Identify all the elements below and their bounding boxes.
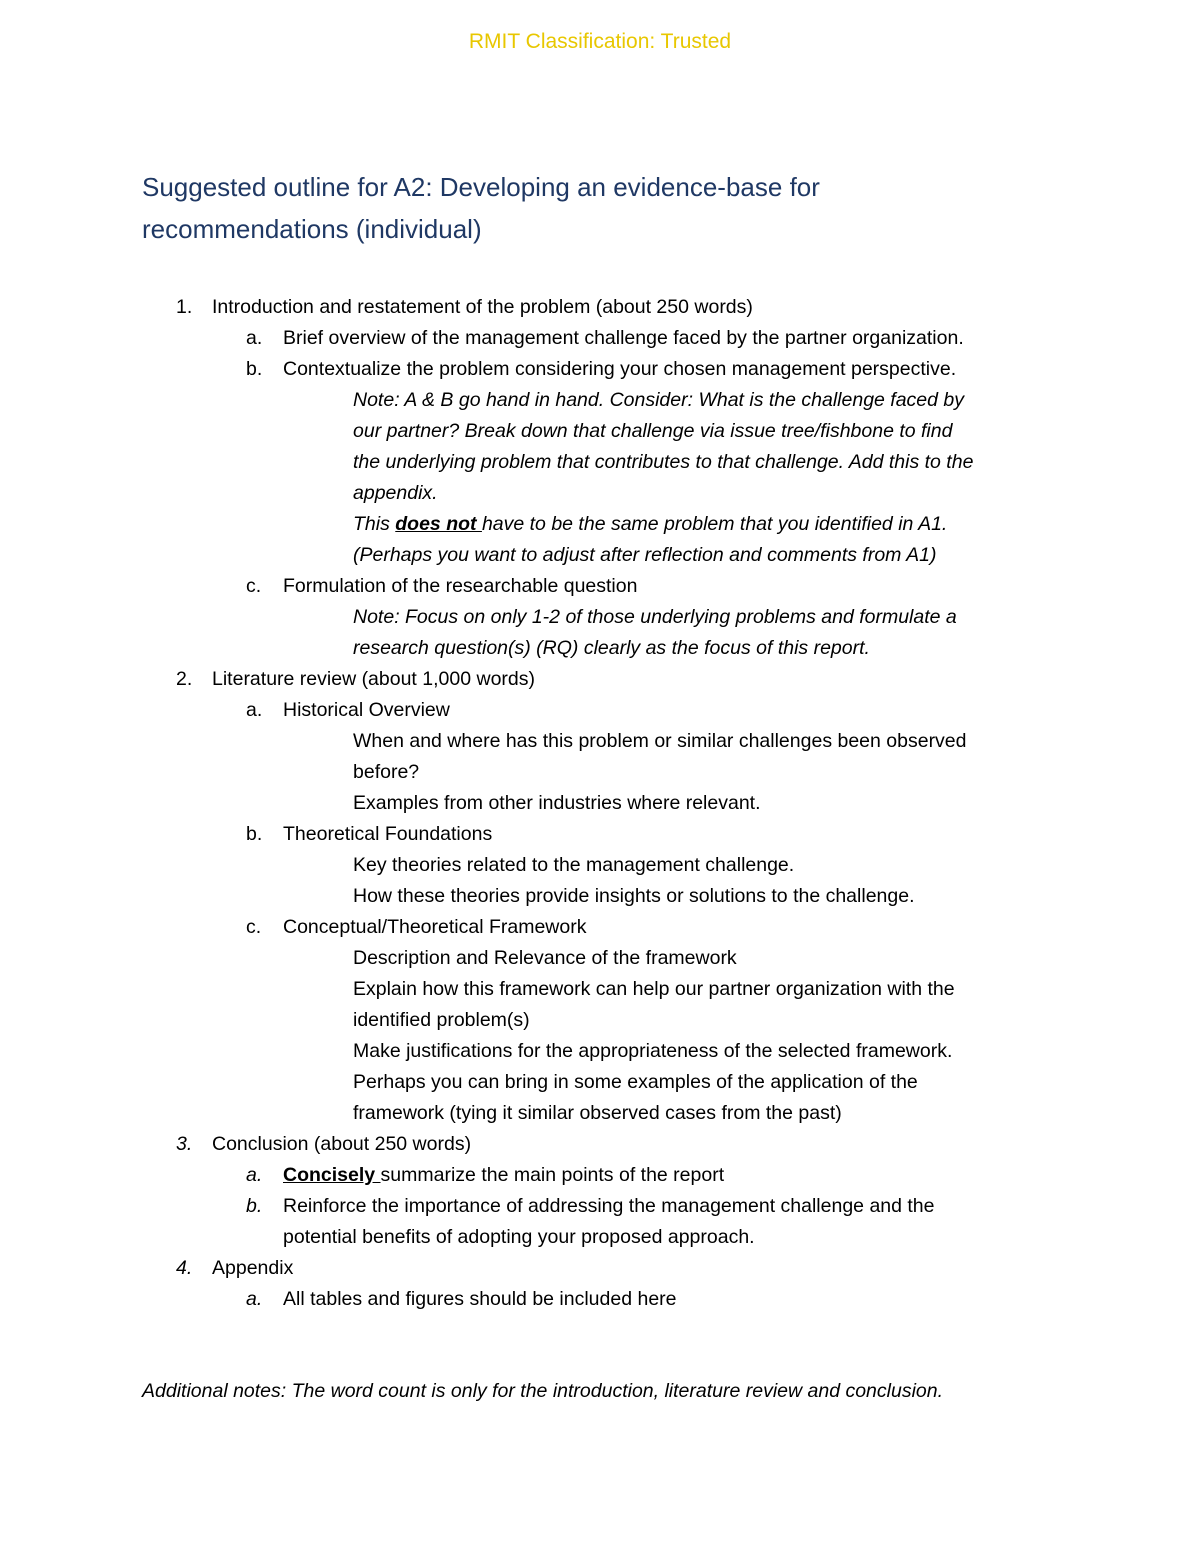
list-item-text: identified problem(s) (353, 1009, 530, 1031)
list-marker: b. (246, 358, 263, 380)
additional-notes: Additional notes: The word count is only for the introduction, literature review and conclusion. (142, 1380, 944, 1402)
list-marker: 1. (176, 296, 193, 318)
list-item-text: potential benefits of adopting your proposed approach. (283, 1226, 755, 1248)
list-item-text: framework (tying it similar observed cases from the past) (353, 1102, 842, 1124)
list-item-text: our partner? Break down that challenge via issue tree/fishbone to find (353, 420, 953, 442)
list-item-text: All tables and figures should be included here (283, 1288, 677, 1310)
list-item-text: Description and Relevance of the framework (353, 947, 737, 969)
list-item-text: When and where has this problem or similar challenges been observed (353, 730, 967, 752)
list-item-text: the underlying problem that contributes to that challenge. Add this to the (353, 451, 974, 473)
list-item-text: Concisely summarize the main points of the report (283, 1164, 725, 1186)
list-marker: 4. (176, 1257, 193, 1279)
list-item-text: Literature review (about 1,000 words) (212, 668, 535, 690)
classification-header: RMIT Classification: Trusted (468, 30, 732, 53)
list-item-text: before? (353, 761, 420, 783)
list-marker: 3. (176, 1133, 193, 1155)
page-title (142, 166, 1082, 250)
list-item-text: Brief overview of the management challenge faced by the partner organization. (283, 327, 964, 349)
list-marker: 2. (176, 668, 193, 690)
list-item-text: Key theories related to the management challenge. (353, 854, 795, 876)
list-item-text: Make justifications for the appropriateness of the selected framework. (353, 1040, 953, 1062)
list-item-text: Examples from other industries where relevant. (353, 792, 761, 814)
list-item-text: appendix. (353, 482, 438, 504)
list-item-text: research question(s) (RQ) clearly as the focus of this report. (353, 637, 870, 659)
list-item-text: Formulation of the researchable question (283, 575, 638, 597)
emphasis-does-not: does not (395, 513, 482, 535)
list-item-text: Note: A & B go hand in hand. Consider: What is the challenge faced by (353, 389, 965, 411)
emphasis-concisely: Concisely (283, 1164, 381, 1186)
list-item-text: This does not have to be the same problem that you identified in A1. (353, 513, 948, 535)
title-line-2: recommendations (individual) (142, 214, 482, 244)
list-marker: b. (246, 823, 263, 845)
list-item-text: Reinforce the importance of addressing the management challenge and the (283, 1195, 935, 1217)
list-marker: c. (246, 575, 262, 597)
list-item-text: Introduction and restatement of the problem (about 250 words) (212, 296, 753, 318)
list-marker: a. (246, 699, 263, 721)
list-marker: b. (246, 1195, 263, 1217)
list-marker: a. (246, 1164, 263, 1186)
list-marker: a. (246, 327, 263, 349)
list-item-text: Note: Focus on only 1-2 of those underlying problems and formulate a (353, 606, 957, 628)
list-item-text: Historical Overview (283, 699, 450, 721)
list-item-text: Contextualize the problem considering your chosen management perspective. (283, 358, 957, 380)
list-item-text: (Perhaps you want to adjust after reflection and comments from A1) (353, 544, 937, 566)
list-item-text: Explain how this framework can help our partner organization with the (353, 978, 955, 1000)
list-item-text: Conceptual/Theoretical Framework (283, 916, 587, 938)
list-item-text: How these theories provide insights or solutions to the challenge. (353, 885, 915, 907)
list-marker: a. (246, 1288, 263, 1310)
list-item-text: Appendix (212, 1257, 294, 1279)
list-item-text: Perhaps you can bring in some examples of the application of the (353, 1071, 918, 1093)
list-item-text: Theoretical Foundations (283, 823, 493, 845)
title-line-1: Suggested outline for A2: Developing an evidence-base for (142, 172, 820, 202)
list-item-text: Conclusion (about 250 words) (212, 1133, 472, 1155)
list-marker: c. (246, 916, 262, 938)
